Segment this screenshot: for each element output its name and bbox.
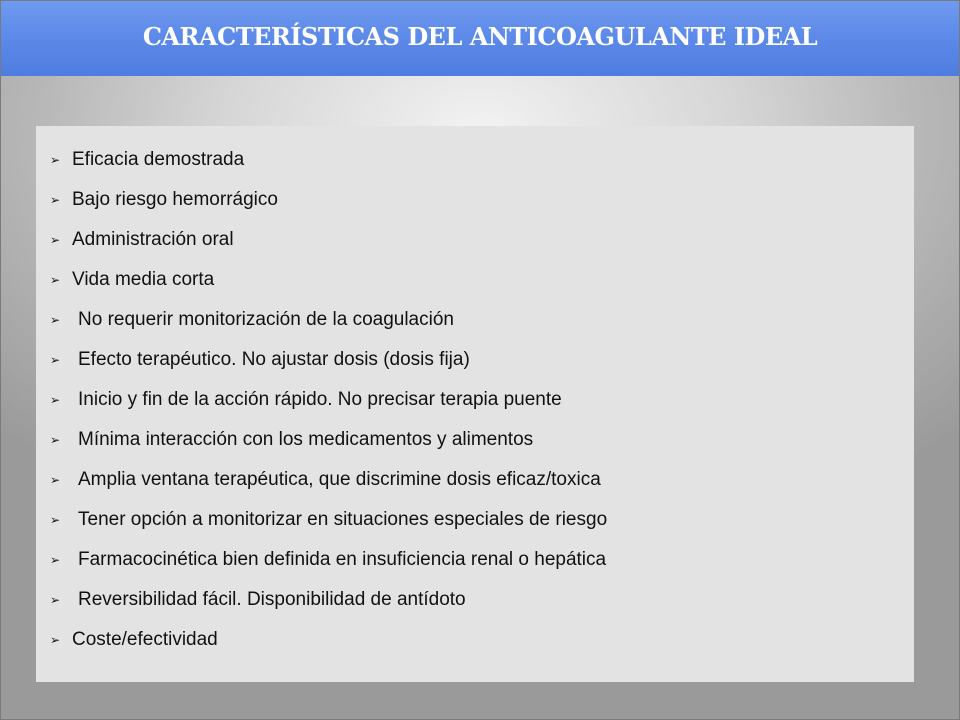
arrow-bullet-icon: ➢ (49, 153, 61, 167)
list-item-text: Vida media corta (72, 269, 215, 290)
list-item (48, 180, 607, 220)
arrow-bullet-icon: ➢ (49, 433, 61, 447)
arrow-bullet-icon: ➢ (49, 273, 61, 287)
title-bar (0, 0, 960, 76)
list-item (48, 220, 607, 260)
list-item (48, 420, 607, 460)
list-item (48, 460, 607, 500)
list-item-text: Bajo riesgo hemorrágico (72, 189, 278, 210)
list-item (48, 380, 607, 420)
arrow-bullet-icon: ➢ (49, 473, 61, 487)
list-item (48, 620, 607, 660)
list-item-text: No requerir monitorización de la coagulación (78, 309, 454, 330)
arrow-bullet-icon: ➢ (49, 513, 61, 527)
list-item-text: Reversibilidad fácil. Disponibilidad de antídoto (78, 589, 466, 610)
arrow-bullet-icon: ➢ (49, 233, 61, 247)
list-item-text: Eficacia demostrada (72, 149, 245, 170)
arrow-bullet-icon: ➢ (49, 593, 61, 607)
list-item (48, 340, 607, 380)
bullet-list (48, 140, 607, 660)
list-item-text: Farmacocinética bien definida en insuficiencia renal o hepática (78, 549, 607, 570)
arrow-bullet-icon: ➢ (49, 313, 61, 327)
list-item-text: Inicio y fin de la acción rápido. No precisar terapia puente (78, 389, 562, 410)
arrow-bullet-icon: ➢ (49, 393, 61, 407)
arrow-bullet-icon: ➢ (49, 353, 61, 367)
list-item (48, 540, 607, 580)
list-item-text: Amplia ventana terapéutica, que discrimine dosis eficaz/toxica (78, 469, 601, 490)
list-item-text: Tener opción a monitorizar en situaciones especiales de riesgo (78, 509, 608, 530)
arrow-bullet-icon: ➢ (49, 553, 61, 567)
arrow-bullet-icon: ➢ (49, 633, 61, 647)
list-item-text: Efecto terapéutico. No ajustar dosis (dosis fija) (78, 349, 470, 370)
arrow-bullet-icon: ➢ (49, 193, 61, 207)
list-item-text: Coste/efectividad (72, 629, 218, 650)
list-item-text: Administración oral (72, 229, 234, 250)
content-box (36, 126, 914, 682)
list-item (48, 500, 607, 540)
list-item (48, 300, 607, 340)
list-item-text: Mínima interacción con los medicamentos y alimentos (78, 429, 534, 450)
list-item (48, 140, 607, 180)
list-item (48, 580, 607, 620)
slide-title: CARACTERÍSTICAS DEL ANTICOAGULANTE IDEAL (142, 21, 818, 51)
list-item (48, 260, 607, 300)
